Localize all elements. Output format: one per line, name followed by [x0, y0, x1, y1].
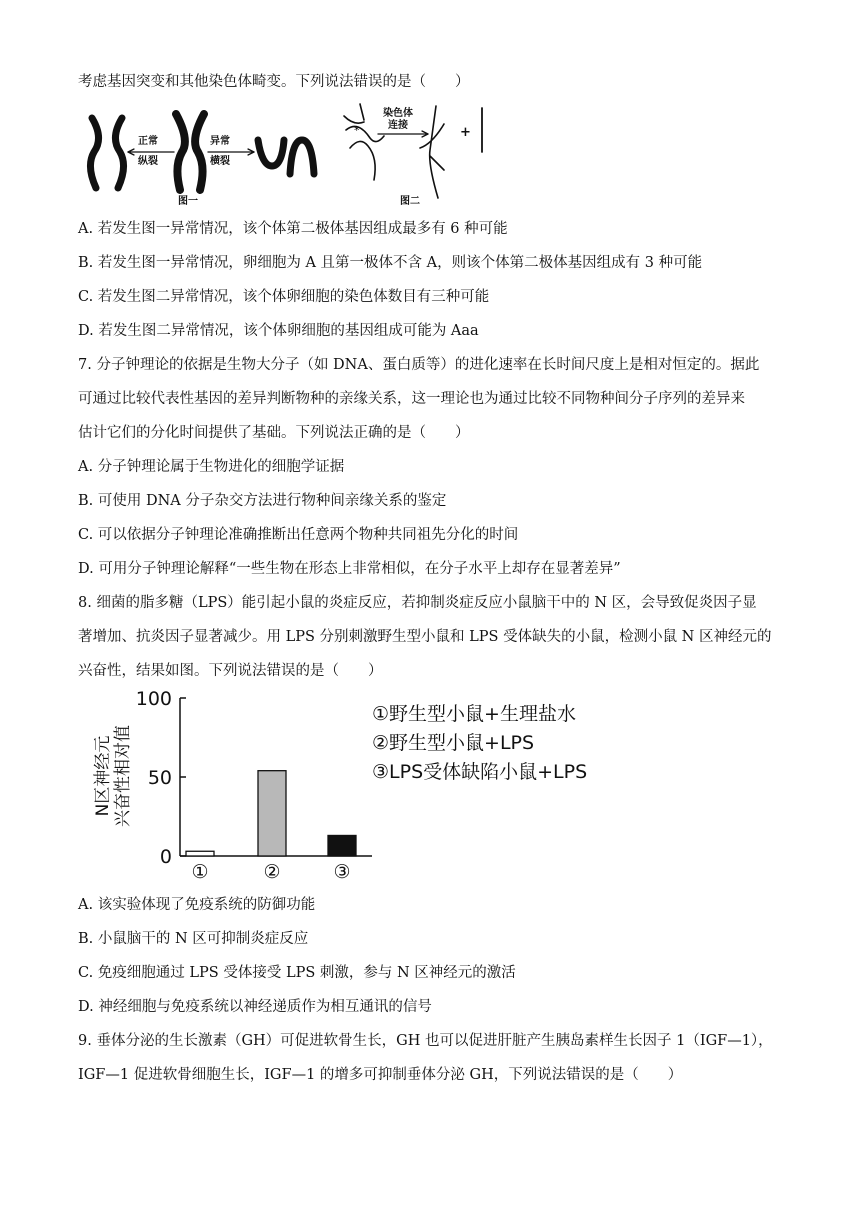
y-tick-label: 0 [159, 846, 172, 868]
legend-item-2: ②野生型小鼠+LPS [372, 732, 535, 754]
bar-2 [258, 771, 286, 856]
figure-1-caption: 图一 [178, 196, 198, 207]
q8-option-d: D. 神经细胞与免疫系统以神经递质作为相互通讯的信号 [78, 999, 432, 1015]
normal-split-label: 正常 [138, 136, 158, 147]
chromosome-link-label-2: 连接 [388, 120, 408, 131]
q7-stem-line-3: 估计它们的分化时间提供了基础。下列说法正确的是（ ） [78, 425, 470, 441]
normal-split-label-2: 纵裂 [138, 156, 158, 167]
q7-option-a: A. 分子钟理论属于生物进化的细胞学证据 [78, 459, 345, 475]
q7-option-b: B. 可使用 DNA 分子杂交方法进行物种间亲缘关系的鉴定 [78, 493, 447, 509]
q6-option-a: A. 若发生图一异常情况，该个体第二极体基因组成最多有 6 种可能 [78, 221, 508, 237]
abnormal-split-label-2: 横裂 [210, 156, 230, 167]
chart-legend [372, 700, 587, 787]
y-axis-label-line-2: 兴奋性相对值 [113, 725, 133, 827]
q8-option-c: C. 免疫细胞通过 LPS 受体接受 LPS 刺激，参与 N 区神经元的激活 [78, 965, 516, 981]
x-tick-label-2: ② [263, 861, 281, 883]
q7-stem-line-1: 7. 分子钟理论的依据是生物大分子（如 DNA、蛋白质等）的进化速率在长时间尺度上是相对恒定的。据此 [78, 357, 760, 373]
y-tick-label: 100 [135, 690, 172, 710]
svg-text:*: * [354, 124, 360, 137]
q6-option-b: B. 若发生图一异常情况，卵细胞为 A 且第一极体不含 A，则该个体第二极体基因组成有 3 种可能 [78, 255, 703, 271]
y-axis-label-line-1: N区神经元 [93, 735, 113, 817]
q6-option-d: D. 若发生图二异常情况，该个体卵细胞的基因组成可能为 Aaa [78, 323, 479, 339]
q7-stem-line-2: 可通过比较代表性基因的差异判断物种的亲缘关系，这一理论也为通过比较不同物种间分子序列的差异来 [78, 391, 745, 407]
x-tick-label-3: ③ [333, 861, 351, 883]
bar-1 [186, 851, 214, 856]
q8-option-a: A. 该实验体现了免疫系统的防御功能 [78, 897, 316, 913]
q9-stem-line-1: 9. 垂体分泌的生长激素（GH）可促进软骨生长，GH 也可以促进肝脏产生胰岛素样生长因子 1（IGF—1）， [78, 1033, 773, 1049]
q6-option-c: C. 若发生图二异常情况，该个体卵细胞的染色体数目有三种可能 [78, 289, 490, 305]
q8-option-b: B. 小鼠脑干的 N 区可抑制炎症反应 [78, 931, 309, 947]
figure-2-caption: 图二 [400, 196, 420, 207]
q7-option-c: C. 可以依据分子钟理论准确推断出任意两个物种共同祖先分化的时间 [78, 527, 519, 543]
q8-stem-line-2: 著增加、抗炎因子显著减少。用 LPS 分别刺激野生型小鼠和 LPS 受体缺失的小鼠，检测小鼠 N 区神经元的 [78, 629, 772, 645]
legend-item-1: ①野生型小鼠+生理盐水 [372, 703, 576, 725]
legend-item-3: ③LPS受体缺陷小鼠+LPS [372, 761, 588, 783]
y-tick-label: 50 [147, 767, 172, 789]
q7-option-d: D. 可用分子钟理论解释“一些生物在形态上非常相似，在分子水平上却存在显著差异” [78, 561, 621, 577]
q8-stem-line-3: 兴奋性，结果如图。下列说法错误的是（ ） [78, 663, 383, 679]
q8-stem-line-1: 8. 细菌的脂多糖（LPS）能引起小鼠的炎症反应，若抑制炎症反应小鼠脑干中的 N 区，会导致促炎因子显 [78, 595, 757, 611]
x-tick-label-1: ① [191, 861, 209, 883]
chromosome-link-label: 染色体 [383, 108, 413, 119]
abnormal-split-label: 异常 [210, 136, 230, 147]
q6-stem-tail: 考虑基因突变和其他染色体畸变。下列说法错误的是（ ） [78, 74, 470, 90]
q9-stem-line-2: IGF—1 促进软骨细胞生长，IGF—1 的增多可抑制垂体分泌 GH，下列说法错误的是（ ） [78, 1067, 683, 1083]
chromosome-figure [78, 100, 498, 208]
plus-sign: + [460, 125, 471, 140]
bar-3 [328, 835, 356, 856]
